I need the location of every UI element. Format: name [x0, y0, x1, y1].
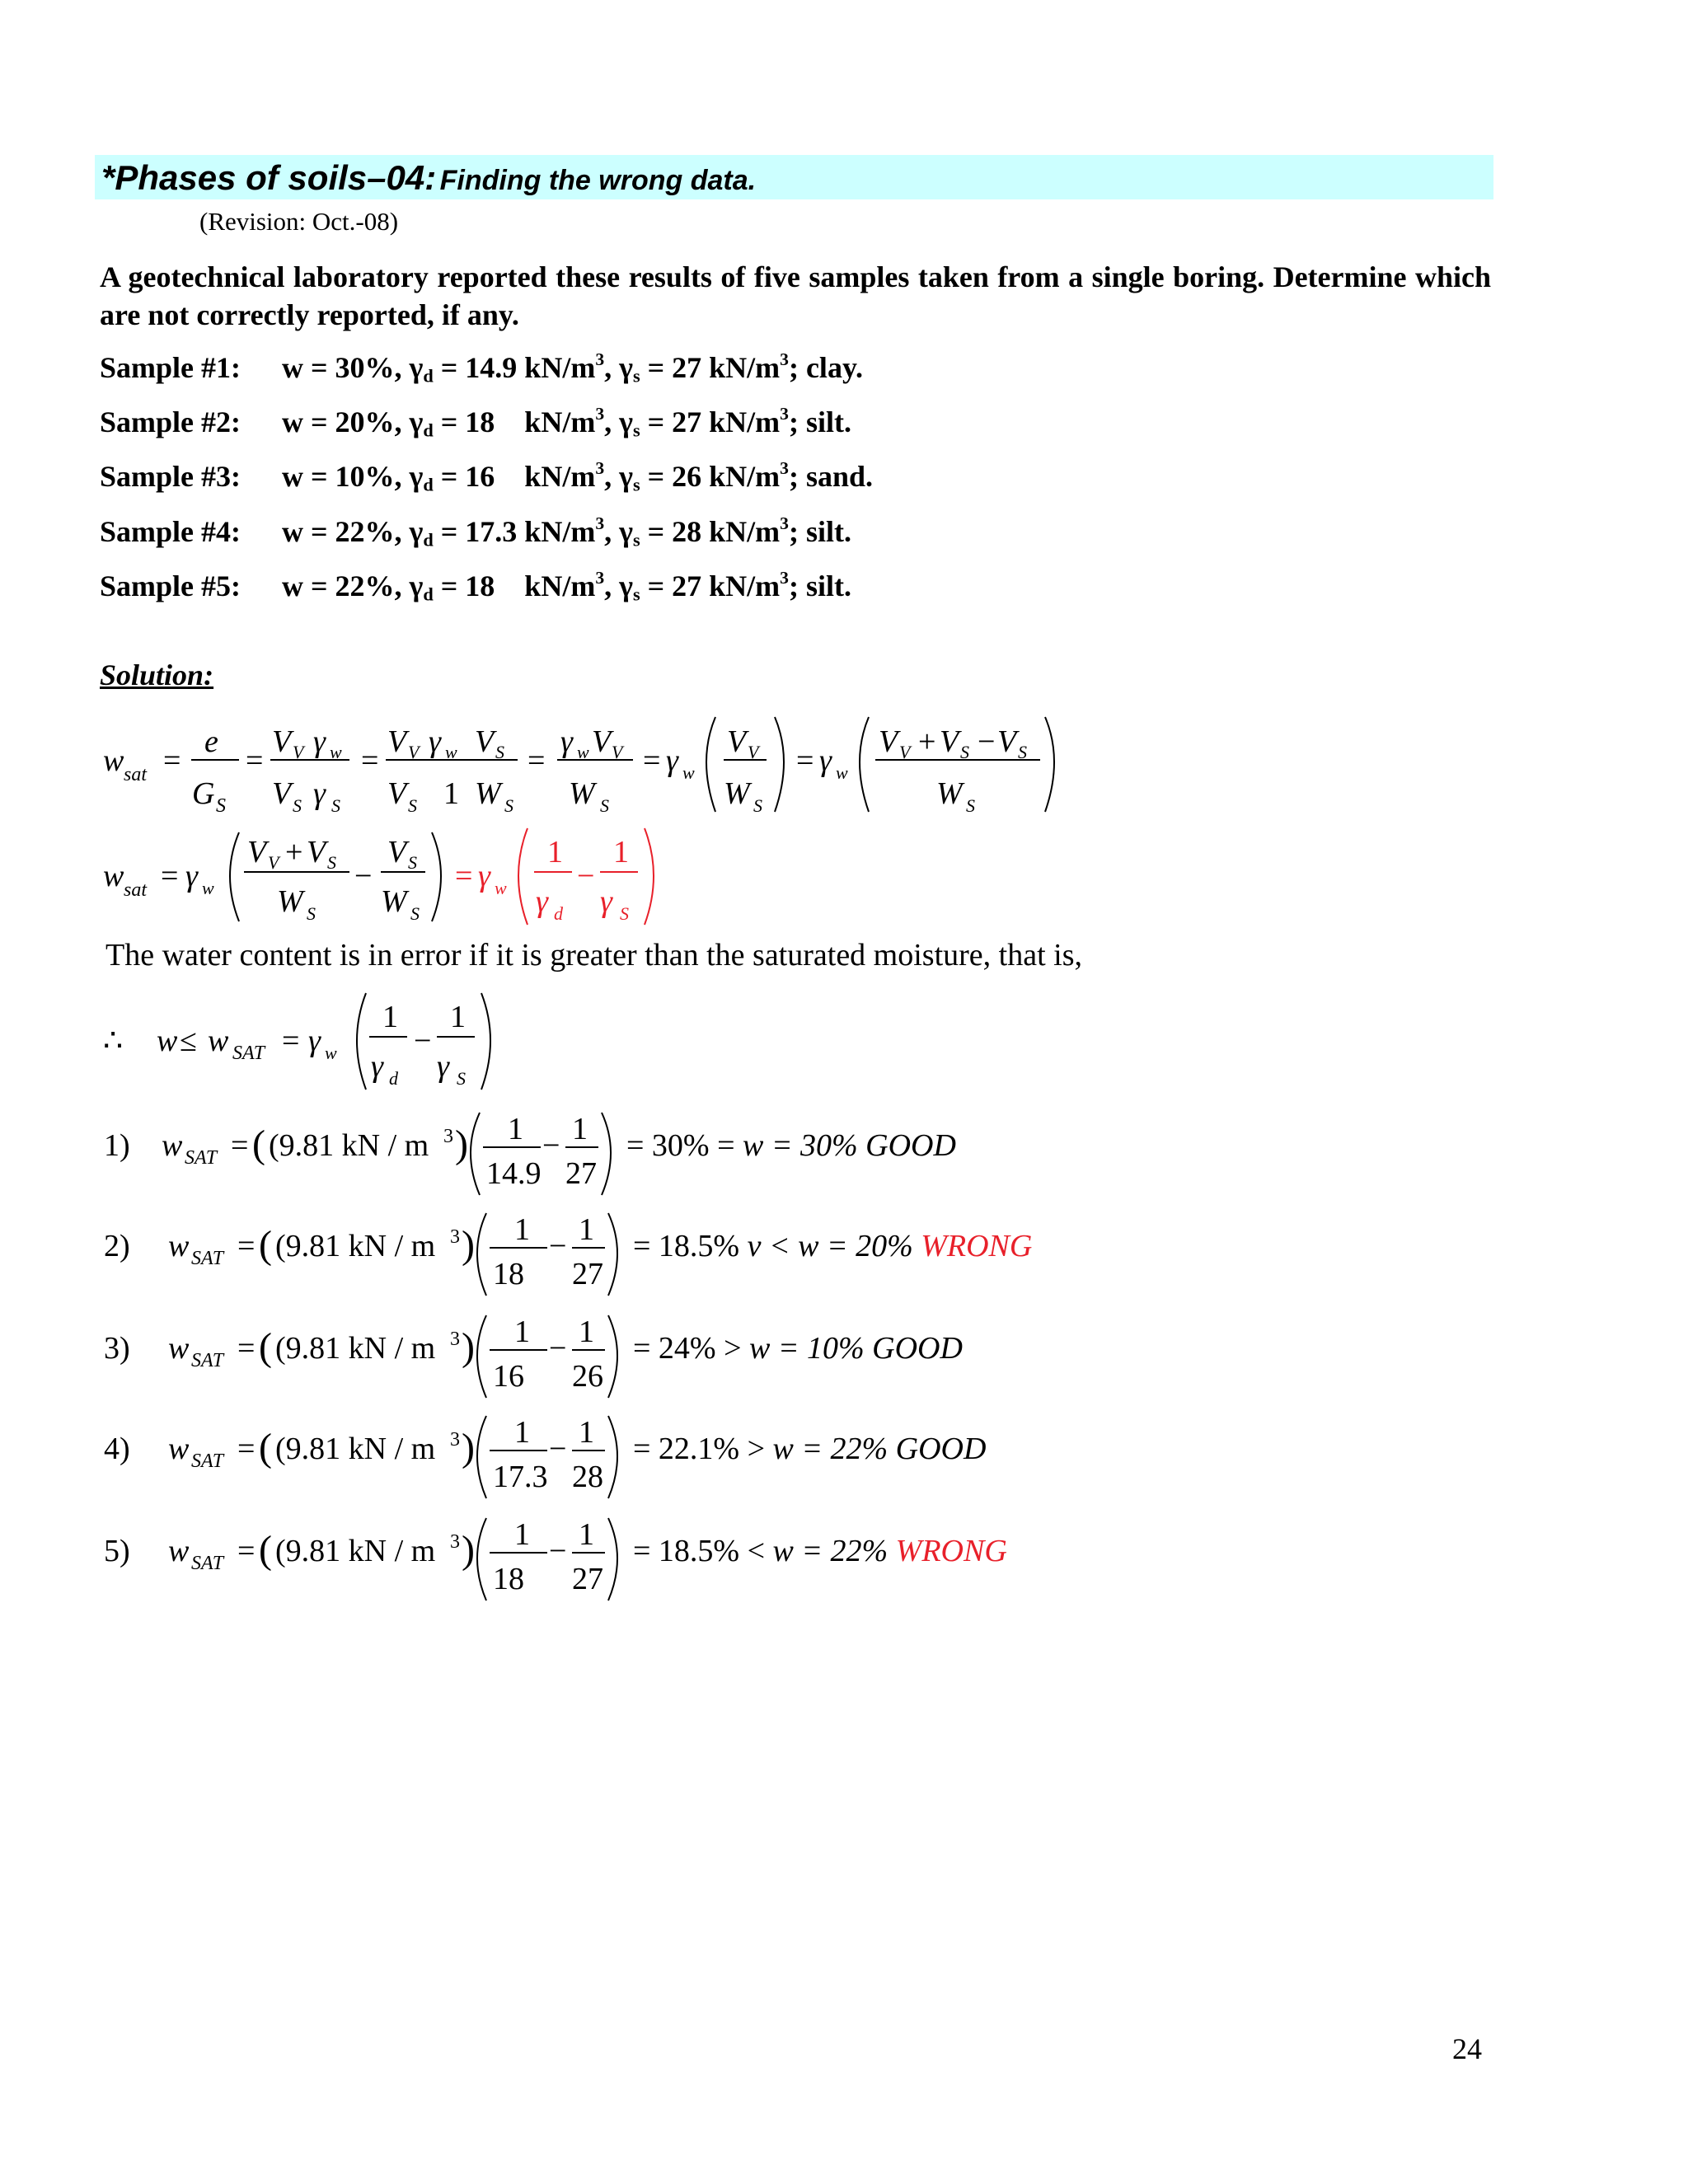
sample-w: w = 22%, γ [282, 569, 424, 602]
sample-w: w = 22%, γ [282, 515, 424, 548]
calc-wsat-sub: SAT [191, 1451, 224, 1472]
calc-prefix: (9.81 kN / m [275, 1534, 436, 1568]
svg-text:=: = [163, 743, 181, 778]
calc-wsat: w [162, 1128, 183, 1163]
problem-statement: A geotechnical laboratory reported these results of five samples taken from a single boring. Determine which are not correctly reported, if any. [100, 260, 1491, 331]
calc-paren: ( [252, 1122, 265, 1166]
calc-prefix: (9.81 kN / m [275, 1432, 436, 1466]
sample-label: Sample #3: [100, 460, 241, 493]
unit-exponent: 3 [595, 567, 605, 588]
calc-gamma-s: 27 [565, 1156, 597, 1191]
calc-line [99, 1104, 1253, 1203]
calc-wsat-sub: SAT [191, 1248, 224, 1269]
calc-exponent: 3 [450, 1429, 460, 1451]
svg-text:γ: γ [313, 724, 326, 759]
unit-exponent: 3 [780, 349, 789, 369]
calc-gamma-d: 16 [493, 1359, 524, 1394]
svg-text:V: V [387, 776, 407, 811]
svg-text:γ: γ [666, 743, 678, 778]
calc-paren: ( [259, 1426, 272, 1469]
calc-result: = 18.5% v < w = 20% WRONG [633, 1229, 1033, 1263]
calc-minus: − [542, 1128, 560, 1163]
calc-compare: w = 22% [772, 1534, 889, 1568]
svg-text:V: V [592, 724, 612, 759]
svg-text:1: 1 [547, 835, 563, 869]
unit-exponent: 3 [780, 403, 789, 424]
sample-gamma-s: = 28 kN/m [640, 515, 781, 548]
svg-text:W: W [936, 776, 963, 811]
calc-number: 4) [104, 1432, 130, 1466]
svg-text:S: S [620, 903, 629, 924]
calc-compare: w = 30% [743, 1128, 858, 1163]
calc-compare: w = 10% [749, 1331, 865, 1366]
sample-soil: ; silt. [788, 569, 851, 602]
calc-exponent: 3 [450, 1329, 460, 1350]
svg-text:d: d [554, 903, 563, 924]
svg-text:S: S [1018, 742, 1027, 762]
svg-text:w: w [682, 762, 695, 783]
svg-text:γ: γ [600, 884, 612, 919]
sample-label: Sample #1: [100, 351, 241, 384]
unit-exponent: 3 [595, 403, 605, 424]
sample-label: Sample #4: [100, 515, 241, 548]
sample-gamma-d: = 14.9 kN/m [433, 351, 596, 384]
calc-one: 1 [514, 1415, 530, 1450]
svg-text:S: S [307, 903, 316, 924]
svg-text:1: 1 [450, 1000, 466, 1034]
svg-text:w: w [577, 742, 589, 762]
svg-text:γ: γ [185, 859, 198, 893]
calc-paren: ) [462, 1528, 475, 1572]
calc-gamma-d: 18 [493, 1257, 524, 1291]
gamma-s-sub: s [632, 419, 640, 441]
svg-text:w: w [330, 742, 342, 762]
calc-verdict: WRONG [895, 1534, 1007, 1568]
sample-gamma-d: = 18 kN/m [433, 569, 596, 602]
calc-one: 1 [508, 1112, 523, 1146]
svg-text:+: + [918, 724, 936, 759]
svg-text:V: V [268, 852, 279, 873]
calc-one: 1 [579, 1315, 594, 1349]
revision-note: (Revision: Oct.-08) [199, 207, 399, 236]
explanation-text: The water content is in error if it is greater than the saturated moisture, that is, [106, 938, 1082, 972]
svg-text:S: S [966, 795, 975, 816]
svg-text:S: S [600, 795, 609, 816]
sample-gamma-s-sep: , γ [604, 405, 633, 438]
svg-text:G: G [192, 776, 215, 811]
svg-text:S: S [331, 795, 340, 816]
calc-exponent: 3 [443, 1126, 453, 1147]
svg-text:V: V [748, 742, 759, 762]
svg-text:γ: γ [429, 724, 441, 759]
calc-minus: − [549, 1331, 567, 1366]
svg-text:−: − [577, 859, 595, 893]
calc-paren: ( [259, 1325, 272, 1369]
calc-verdict: GOOD [872, 1331, 963, 1366]
unit-exponent: 3 [595, 457, 605, 478]
svg-text:w: w [325, 1043, 337, 1063]
svg-text:w: w [157, 1024, 178, 1058]
svg-text:S: S [457, 1068, 466, 1089]
svg-text:−: − [414, 1024, 432, 1058]
sample-gamma-d: = 17.3 kN/m [433, 515, 596, 548]
gamma-d-sub: d [423, 529, 434, 551]
sample-gamma-s: = 27 kN/m [640, 405, 781, 438]
svg-text:S: S [408, 795, 417, 816]
calc-one: 1 [514, 1212, 530, 1247]
sample-w: w = 10%, γ [282, 460, 424, 493]
svg-text:S: S [293, 795, 302, 816]
svg-text:γ: γ [313, 776, 326, 811]
svg-text:≤: ≤ [180, 1024, 197, 1058]
calc-exponent: 3 [450, 1531, 460, 1553]
calc-number: 3) [104, 1331, 130, 1366]
svg-text:V: V [293, 742, 304, 762]
calc-equals: = [237, 1534, 256, 1568]
svg-text:S: S [504, 795, 513, 816]
svg-text:V: V [997, 724, 1017, 759]
svg-text:=: = [246, 743, 264, 778]
svg-text:γ: γ [819, 743, 832, 778]
calc-gamma-s: 27 [572, 1562, 603, 1596]
svg-text:V: V [307, 835, 326, 869]
svg-text:V: V [408, 742, 420, 762]
svg-text:∴: ∴ [103, 1024, 124, 1058]
svg-text:γ: γ [560, 724, 573, 759]
calc-wsat: w [168, 1229, 190, 1263]
gamma-d-sub: d [423, 419, 434, 441]
gamma-d-sub: d [423, 474, 434, 495]
sample-gamma-s-sep: , γ [604, 351, 633, 384]
svg-text:w: w [495, 878, 507, 898]
calc-number: 1) [104, 1128, 130, 1163]
svg-text:e: e [204, 724, 218, 759]
calc-minus: − [549, 1229, 567, 1263]
calc-gamma-d: 14.9 [486, 1156, 542, 1191]
gamma-s-sub: s [632, 583, 640, 605]
calc-paren: ) [462, 1426, 475, 1469]
calc-line [99, 1510, 1253, 1609]
unit-exponent: 3 [780, 567, 789, 588]
calc-paren: ( [259, 1223, 272, 1267]
calc-wsat-sub: SAT [191, 1553, 224, 1574]
calc-wsat: w [168, 1331, 190, 1366]
svg-text:S: S [410, 903, 420, 924]
svg-text:γ: γ [437, 1049, 449, 1084]
svg-text:W: W [724, 776, 750, 811]
sample-gamma-s: = 27 kN/m [640, 351, 781, 384]
calc-wsat: w [168, 1534, 190, 1568]
calc-wsat-sub: SAT [191, 1350, 224, 1371]
svg-text:γ: γ [536, 884, 548, 919]
page-number: 24 [1452, 2032, 1482, 2065]
sample-gamma-s-sep: , γ [604, 569, 633, 602]
svg-text:S: S [327, 852, 336, 873]
svg-text:γ: γ [478, 859, 490, 893]
unit-exponent: 3 [595, 349, 605, 369]
sample-gamma-d: = 18 kN/m [433, 405, 596, 438]
calc-result: = 18.5% < w = 22% WRONG [633, 1534, 1007, 1568]
calc-compare: v < w = 20% [747, 1229, 913, 1263]
svg-text:SAT: SAT [232, 1043, 265, 1064]
sample-gamma-s-sep: , γ [604, 460, 633, 493]
sample-gamma-s: = 27 kN/m [640, 569, 781, 602]
calc-number: 2) [104, 1229, 130, 1263]
sample-gamma-s-sep: , γ [604, 515, 633, 548]
svg-text:S: S [408, 852, 417, 873]
svg-text:−: − [978, 724, 996, 759]
calc-paren: ( [259, 1528, 272, 1572]
calc-paren: ) [462, 1223, 475, 1267]
gamma-d-sub: d [423, 365, 434, 387]
calc-prefix: (9.81 kN / m [275, 1229, 436, 1263]
svg-text:V: V [475, 724, 495, 759]
calc-verdict: GOOD [895, 1432, 987, 1466]
calc-gamma-d: 17.3 [493, 1460, 548, 1494]
svg-text:1: 1 [443, 776, 459, 811]
calc-result: = 24% > w = 10% GOOD [633, 1331, 963, 1366]
svg-text:S: S [960, 742, 969, 762]
calc-result: = 30% = w = 30% GOOD [626, 1128, 956, 1163]
calc-gamma-s: 26 [572, 1359, 603, 1394]
calc-equals: = [237, 1229, 256, 1263]
svg-text:d: d [389, 1068, 398, 1089]
svg-text:=: = [361, 743, 379, 778]
svg-text:=: = [796, 743, 814, 778]
eq-wsat: w [103, 743, 124, 778]
svg-text:=: = [528, 743, 546, 778]
sample-label: Sample #2: [100, 405, 241, 438]
calc-number: 5) [104, 1534, 130, 1568]
svg-text:S: S [753, 795, 762, 816]
svg-text:−: − [354, 859, 373, 893]
svg-text:γ: γ [371, 1049, 383, 1084]
gamma-s-sub: s [632, 365, 640, 387]
calc-paren: ) [462, 1325, 475, 1369]
calc-gamma-d: 18 [493, 1562, 524, 1596]
svg-text:V: V [272, 724, 292, 759]
svg-text:S: S [216, 795, 226, 817]
svg-text:w: w [103, 859, 124, 893]
sample-label: Sample #5: [100, 569, 241, 602]
calc-line [99, 1408, 1253, 1507]
gamma-s-sub: s [632, 474, 640, 495]
calc-one: 1 [579, 1517, 594, 1552]
gamma-s-sub: s [632, 529, 640, 551]
title-main: *Phases of soils–04: [101, 158, 437, 197]
svg-text:w: w [836, 762, 848, 783]
svg-text:=: = [643, 743, 661, 778]
svg-text:V: V [940, 724, 959, 759]
calc-equals: = [231, 1128, 249, 1163]
title-subtitle: Finding the wrong data. [439, 165, 757, 196]
svg-text:V: V [727, 724, 747, 759]
gamma-d-sub: d [423, 583, 434, 605]
svg-text:V: V [387, 835, 407, 869]
svg-text:V: V [247, 835, 267, 869]
calc-gamma-s: 27 [572, 1257, 603, 1291]
calc-wsat: w [168, 1432, 190, 1466]
svg-text:+: + [285, 835, 303, 869]
sample-soil: ; clay. [788, 351, 863, 384]
svg-text:W: W [381, 884, 407, 919]
sample-gamma-s: = 26 kN/m [640, 460, 781, 493]
svg-text:S: S [495, 742, 504, 762]
svg-text:V: V [387, 724, 407, 759]
calc-exponent: 3 [450, 1226, 460, 1248]
unit-exponent: 3 [595, 513, 605, 533]
sample-soil: ; sand. [788, 460, 874, 493]
calc-one: 1 [514, 1315, 530, 1349]
sample-gamma-d: = 16 kN/m [433, 460, 596, 493]
svg-text:W: W [569, 776, 595, 811]
calc-verdict: GOOD [865, 1128, 956, 1163]
svg-text:V: V [879, 724, 898, 759]
svg-text:w: w [202, 878, 214, 898]
calc-equals: = [237, 1331, 256, 1366]
calc-one: 1 [572, 1112, 588, 1146]
svg-text:W: W [277, 884, 303, 919]
unit-exponent: 3 [780, 513, 789, 533]
svg-text:=: = [282, 1024, 300, 1058]
sample-soil: ; silt. [788, 515, 851, 548]
calc-one: 1 [579, 1212, 594, 1247]
calc-prefix: (9.81 kN / m [275, 1331, 436, 1366]
calc-result: = 22.1% > w = 22% GOOD [633, 1432, 987, 1466]
svg-text:=: = [161, 859, 179, 893]
calc-gamma-s: 28 [572, 1460, 603, 1494]
calc-wsat-sub: SAT [185, 1147, 218, 1169]
svg-text:V: V [272, 776, 292, 811]
svg-text:w: w [208, 1024, 229, 1058]
svg-text:w: w [445, 742, 457, 762]
calc-one: 1 [514, 1517, 530, 1552]
sample-soil: ; silt. [788, 405, 851, 438]
calc-compare: w = 22% [772, 1432, 889, 1466]
calc-paren: ) [455, 1122, 468, 1166]
calc-minus: − [549, 1534, 567, 1568]
sample-w: w = 30%, γ [282, 351, 424, 384]
calc-equals: = [237, 1432, 256, 1466]
svg-text:=: = [455, 859, 473, 893]
svg-text:V: V [612, 742, 623, 762]
calc-minus: − [549, 1432, 567, 1466]
svg-text:W: W [475, 776, 501, 811]
calc-verdict: WRONG [921, 1229, 1033, 1263]
calc-line [99, 1307, 1253, 1406]
sample-w: w = 20%, γ [282, 405, 424, 438]
svg-text:1: 1 [613, 835, 629, 869]
svg-text:V: V [899, 742, 911, 762]
calc-prefix: (9.81 kN / m [269, 1128, 429, 1163]
svg-text:1: 1 [382, 1000, 398, 1034]
calc-one: 1 [579, 1415, 594, 1450]
solution-heading: Solution: [100, 658, 214, 691]
svg-text:sat: sat [124, 764, 148, 785]
unit-exponent: 3 [780, 457, 789, 478]
calc-line [99, 1205, 1253, 1304]
svg-text:γ: γ [308, 1024, 321, 1058]
svg-text:sat: sat [124, 879, 148, 901]
